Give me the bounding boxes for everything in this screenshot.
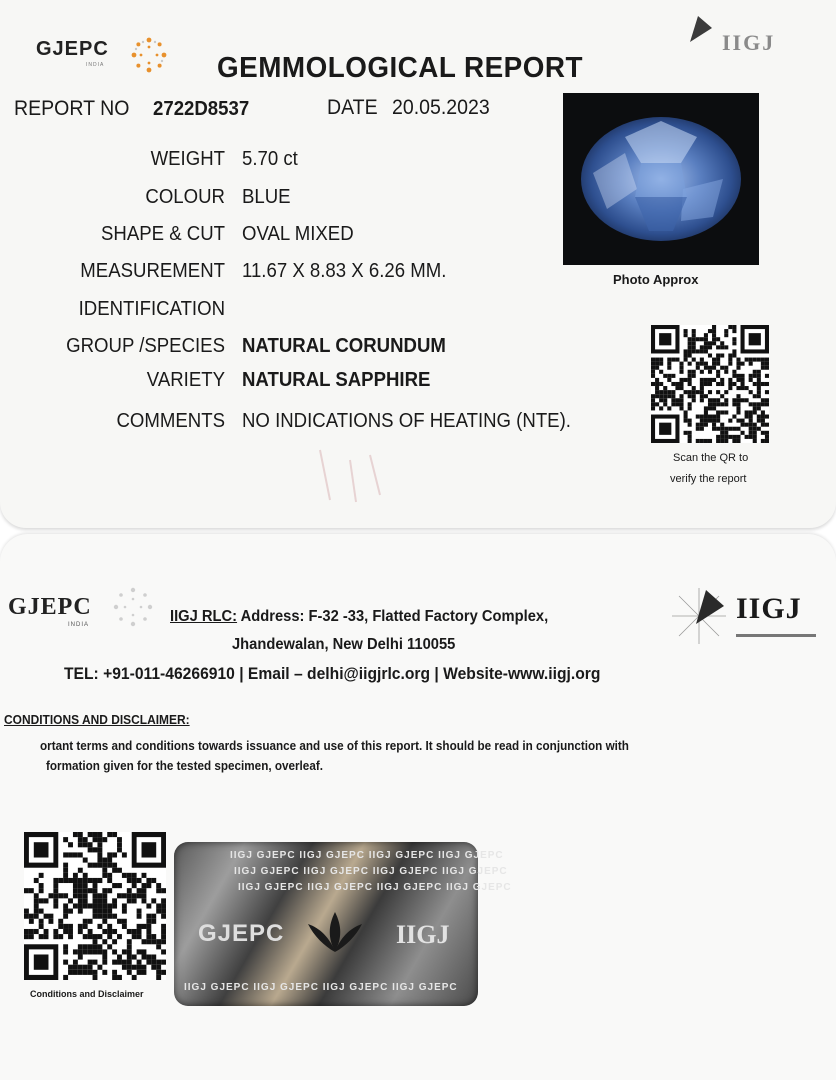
photo-caption: Photo Approx [613,272,699,287]
variety-label: VARIETY [146,369,225,391]
weight-value: 5.70 ct [242,148,298,170]
colour-label: COLOUR [145,186,225,208]
contact-line: TEL: +91-011-46266910 | Email – delhi@iigjrlc.org | Website-www.iigj.org [64,664,601,683]
hologram-sticker [174,842,512,1006]
group-species-label: GROUP /SPECIES [66,335,225,357]
conditions-title: CONDITIONS AND DISCLAIMER: [4,712,190,727]
hologram-text-row-4: IIGJ GJEPC IIGJ GJEPC IIGJ GJEPC IIGJ GJEPC [184,982,458,993]
watermark-marks [300,440,400,510]
report-number: 2722D8537 [153,98,250,120]
shape-cut-label: SHAPE & CUT [100,223,225,245]
iigj-logo-back-text: IIGJ [736,592,802,625]
iigj-logo-underline [736,634,816,637]
gjepc-logo-text: GJEPC [36,38,109,60]
report-title: GEMMOLOGICAL REPORT [217,52,583,84]
gem-photo [563,93,759,265]
gjepc-back-sunburst-icon [108,582,158,632]
iigj-starburst-icon [668,586,730,646]
gjepc-logo-sub: INDIA [86,62,105,68]
conditions-qr-caption: Conditions and Disclaimer [30,989,144,999]
address-line-1 [170,608,548,626]
gjepc-logo-back [8,590,158,640]
hologram-text-row-2: IIGJ GJEPC IIGJ GJEPC IIGJ GJEPC IIGJ GJEPC [234,866,508,877]
weight-label: WEIGHT [150,148,225,170]
report-front-card [0,0,836,528]
iigj-logo-back [668,578,820,648]
hologram-logo-iigj: IIGJ [396,920,450,949]
comments-label: COMMENTS [116,410,225,432]
colour-value: BLUE [242,186,291,208]
hologram-text-row-3: IIGJ GJEPC IIGJ GJEPC IIGJ GJEPC IIGJ GJEPC [238,882,512,893]
qr-caption-line-1: Scan the QR to [673,452,749,464]
conditions-line-2: formation given for the tested specimen, overleaf. [46,758,323,773]
report-back-card [0,534,836,1080]
qr-caption-line-2: verify the report [670,473,747,485]
date-label: DATE [327,96,378,119]
iigj-logo-text: IIGJ [722,30,776,55]
identification-label: IDENTIFICATION [78,298,225,320]
qr-code-pattern-back [24,832,166,980]
gjepc-logo-back-text: GJEPC [8,594,92,620]
shape-cut-value: OVAL MIXED [242,223,354,245]
qr-code-pattern [651,325,769,443]
sapphire-image [563,93,759,265]
variety-value: NATURAL SAPPHIRE [242,369,431,391]
report-number-label: REPORT NO [14,97,130,120]
hologram-logo-gjepc: GJEPC [198,920,285,947]
report-date: 20.05.2023 [392,96,490,119]
gjepc-logo-back-sub: INDIA [68,622,90,628]
conditions-qr-code[interactable] [24,832,166,980]
verify-qr-code[interactable] [651,325,769,443]
comments-value: NO INDICATIONS OF HEATING (NTE). [242,410,571,432]
measurement-label: MEASUREMENT [80,260,225,282]
group-species-value: NATURAL CORUNDUM [242,335,446,357]
hologram-text-row-1: IIGJ GJEPC IIGJ GJEPC IIGJ GJEPC IIGJ GJEPC [230,850,504,861]
measurement-value: 11.67 X 8.83 X 6.26 MM. [242,260,447,282]
conditions-line-1: ortant terms and conditions towards issuance and use of this report. It should be read in conjunction with [40,738,629,753]
address-label: IIGJ RLC: [170,608,238,625]
address-line-2: Jhandewalan, New Delhi 110055 [232,636,456,653]
diamond-arrow-icon [686,14,716,44]
address-text-1: Address: F-32 -33, Flatted Factory Complex, [240,608,549,625]
hologram-lotus-icon [300,904,370,964]
